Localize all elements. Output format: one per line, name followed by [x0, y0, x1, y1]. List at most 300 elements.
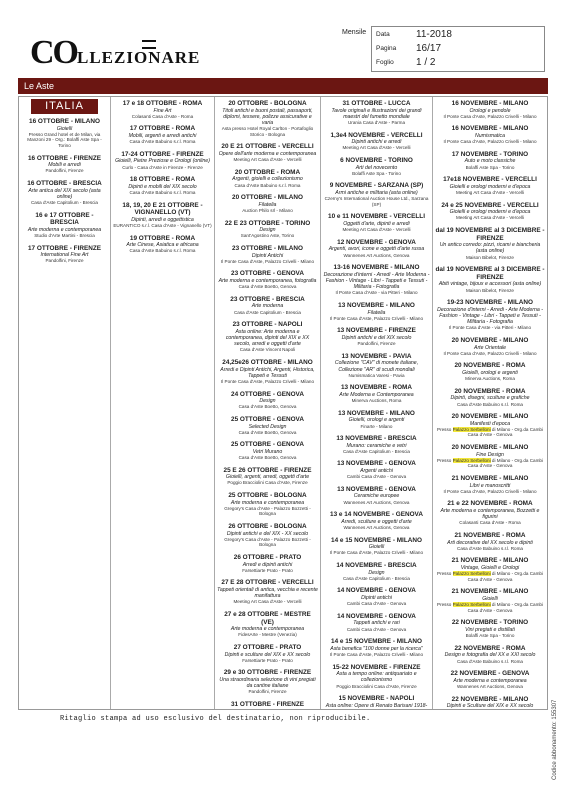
auction-organizer: Casa d'Aste Babuino s.r.l. Roma: [129, 139, 196, 145]
auction-organizer: Casa d'Aste Vincent Napoli: [239, 347, 296, 353]
auction-organizer: Pandolfini, Firenze: [45, 258, 84, 264]
auction-date-location: 6 NOVEMBRE - TORINO: [340, 156, 413, 164]
auction-subject: Gioielli: [368, 544, 385, 551]
auction-entry: [21, 212, 108, 239]
auction-organizer: Casa d'Aste Babuino s.r.l. Roma: [457, 545, 523, 551]
auction-subject: Mobili, argenti e arredi antichi: [128, 132, 197, 139]
auction-entry: [217, 100, 318, 137]
auction-organizer: Il Ponte Casa d'Aste, Palazzo Crivelli - Milano: [329, 652, 424, 658]
meta-value: 16/17: [416, 42, 442, 54]
auction-entry: [323, 353, 430, 379]
auction-subject: Design: [259, 227, 276, 234]
logo-mark-icon: [142, 40, 156, 49]
auction-date-location: 23 OTTOBRE - MILANO: [232, 244, 303, 252]
auction-entry: [21, 245, 108, 264]
auction-date-location: 15 NOVEMBRE - NAPOLI: [338, 695, 415, 703]
organizer-suffix: di Milano - Org.da Cambi Casa d'Aste - Genova: [467, 426, 543, 438]
auction-entry: [435, 388, 545, 407]
auction-entry: [323, 410, 430, 429]
auction-entry: [435, 670, 545, 689]
auction-subject: Argenti, gioielli e collezionismo: [232, 176, 303, 183]
auction-entry: [323, 613, 430, 632]
organizer-suffix: di Milano - Org.da Cambi Casa d'Aste - Genova: [467, 571, 543, 582]
auction-subject: Design e fotografia del XX e XXI secolo: [444, 652, 536, 659]
auction-entry: [435, 100, 545, 119]
auction-subject: Numismatica: [475, 132, 505, 139]
auction-entry: [323, 327, 430, 346]
auction-date-location: 26 OTTOBRE - PRATO: [233, 554, 302, 562]
auction-subject: Dipinti e sculture del XIX e XX secolo: [224, 651, 311, 658]
auction-subject: Design: [368, 569, 385, 576]
auction-entry: [435, 337, 545, 356]
auction-subject: Fine Art: [153, 107, 172, 114]
auction-organizer: Wannenes Art Auctions, Genova: [457, 683, 523, 689]
auction-entry: [217, 391, 318, 410]
auction-subject: Asta benefica "100 donne per la ricerca": [330, 645, 423, 652]
auction-entry: [217, 554, 318, 573]
auction-subject: Oggetti d'arte, dipinti e arredi: [343, 220, 410, 227]
auction-subject: Tappeti orientali di antica, vecchia e recente manifattura: [217, 587, 318, 600]
auction-date-location: 23 OTTOBRE - NAPOLI: [232, 321, 303, 329]
auction-subject: Gioielli, Pietre Preziose e Orologi (online): [115, 158, 210, 165]
highlighted-venue: Palazzo Serbelloni: [452, 571, 491, 577]
auction-subject: Vini pregiati e distillati: [465, 627, 515, 633]
auction-subject: Argenti, avori, icone e oggetti d'arte russa: [328, 246, 425, 253]
auction-listing: [18, 96, 548, 710]
auction-subject: Auto e moto classiche: [464, 158, 516, 165]
auction-organizer: Casa d'Aste Babuino s.r.l. Roma: [129, 248, 196, 254]
auction-entry: [435, 696, 545, 709]
auction-organizer: Presso Grand hotel et de Milan, via Manzoni 29 - Org.: Bolaffi Aste Spa - Torino: [27, 131, 102, 148]
auction-date-location: 18, 19, 20 E 21 OTTOBRE - VIGNANELLO (VT): [122, 201, 203, 217]
organizer-suffix: di Milano - Org.da Cambi Casa d'Aste - Genova: [467, 457, 543, 469]
auction-entry: [217, 611, 318, 638]
auction-entry: [323, 182, 430, 207]
auction-subject: Arte moderna e contemporanea, fotografia: [218, 277, 317, 284]
auction-organizer: Cambi Casa d'Aste - Genova: [346, 601, 407, 607]
logo-rest: LLEZIONARE: [77, 48, 201, 67]
auction-organizer: Wannenes Art Auctions, Genova: [343, 525, 410, 531]
auction-date-location: 16 OTTOBRE - FIRENZE: [27, 154, 102, 162]
auction-organizer: Il Ponte Casa d'Aste, Palazzo Crivelli - Milano: [443, 488, 537, 494]
region-label: ITALIA: [31, 99, 98, 114]
logo-initial: CO: [30, 34, 77, 71]
auction-date-location: 13-16 NOVEMBRE - MILANO: [333, 264, 420, 272]
auction-organizer: [435, 571, 545, 582]
auction-subject: Manifesti d'epoca: [469, 420, 511, 427]
subscription-code: Codice abbonamento: 155307: [552, 699, 558, 780]
auction-date-location: 20 NOVEMBRE - ROMA: [454, 387, 526, 395]
auction-date-location: 17-24 OTTOBRE - FIRENZE: [121, 150, 204, 158]
auction-date-location: 25 E 26 OTTOBRE - FIRENZE: [223, 466, 312, 474]
auction-organizer: Il Ponte Casa d'Aste - via Pitteri - Milano: [335, 290, 418, 296]
auction-subject: Asta online: Arte moderna e contemporanea, dipinti del XIX e XX secolo, arredi e oggetti d'arte: [225, 328, 310, 348]
auction-subject: Selected Design: [248, 423, 287, 430]
auction-subject: Arte moderna e contemporanea: [453, 677, 527, 684]
auction-date-location: 31 OTTOBRE - FIRENZE: [230, 701, 305, 708]
auction-date-location: 22 NOVEMBRE - MILANO: [451, 695, 529, 703]
auction-date-location: 20 NOVEMBRE - MILANO: [451, 336, 529, 344]
auction-organizer: Minerva Auctions, Roma: [465, 376, 515, 382]
auction-entry: [217, 169, 318, 188]
auction-subject: Decorazione d'interni - Arredi - Arte Moderna - Fashion - Vintage - Libri - Tappeti e Tessuti - Militaria - Fotografia: [323, 271, 430, 291]
auction-organizer: Curlo - Casa d'Aste in Firenze - Firenze: [122, 164, 203, 170]
auction-entry: [323, 537, 430, 556]
auction-date-location: 27 OTTOBRE - PRATO: [233, 644, 302, 652]
auction-date-location: 14 NOVEMBRE - BRESCIA: [336, 562, 417, 570]
auction-organizer: Meeting Art Casa d'Aste - Vercelli: [233, 599, 302, 605]
meta-row-sheet: [372, 55, 544, 69]
auction-subject: Dipinti e mobili del XIX secolo: [128, 183, 197, 190]
auction-subject: Gioielli: [482, 596, 498, 603]
auction-subject: Arte Cinese, Asiatica e africana: [126, 242, 199, 249]
auction-entry: [217, 644, 318, 663]
auction-entry: [113, 202, 212, 229]
auction-entry: [435, 619, 545, 638]
auction-organizer: Poggio Bracciolini Casa d'Aste, Firenze: [336, 683, 417, 689]
meta-row-date: [372, 27, 544, 41]
auction-subject: Dipinti e Sculture del XIX e XX secolo: [446, 703, 534, 709]
column-entries: [435, 100, 545, 709]
auction-organizer: Gregory's Casa d'Aste - Palazzo Bozzetti - Bologna: [224, 505, 311, 517]
auction-entry: [323, 638, 430, 657]
auction-entry: [217, 701, 318, 709]
auction-organizer: Meeting Art Casa d'Aste - Vercelli: [455, 215, 525, 221]
auction-date-location: 19 OTTOBRE - ROMA: [129, 234, 196, 242]
auction-entry: [217, 321, 318, 353]
auction-date-location: 20 OTTOBRE - BOLOGNA: [228, 100, 307, 107]
auction-subject: Murano: ceramiche e vetri: [346, 442, 407, 449]
highlighted-venue: Palazzo Serbelloni: [452, 426, 491, 432]
auction-date-location: 21 NOVEMBRE - MILANO: [451, 475, 529, 483]
auction-entry: [113, 100, 212, 119]
auction-entry: [217, 416, 318, 435]
auction-subject: Gioielli e orologi moderni e d'epoca: [449, 183, 531, 190]
auction-entry: [217, 296, 318, 315]
listing-column-1: [19, 97, 111, 709]
auction-date-location: 22 NOVEMBRE - TORINO: [451, 619, 529, 627]
auction-date-location: 13 NOVEMBRE - GENOVA: [337, 460, 416, 468]
auction-subject: Gioielli, orologi e argenti: [348, 417, 405, 424]
auction-entry: [217, 441, 318, 460]
auction-date-location: 17 OTTOBRE - FIRENZE: [27, 244, 102, 252]
auction-organizer: Meeting Art Casa d'Aste - Vercelli: [342, 227, 411, 233]
auction-subject: Fine Design: [476, 451, 504, 458]
auction-organizer: Il Ponte Casa d'Aste, Palazzo Crivelli - Milano: [329, 550, 424, 556]
auction-subject: Una straordinaria selezione di vini pregiati da cantine italiane: [219, 677, 316, 690]
auction-organizer: Casa d'Aste Boetto, Genova: [238, 284, 297, 290]
auction-organizer: [435, 602, 545, 613]
auction-subject: Gioielli e orologi moderni e d'epoca: [449, 209, 531, 216]
auction-subject: Arte moderna e contemporanea: [230, 626, 305, 633]
auction-date-location: 31 OTTOBRE - LUCCA: [342, 100, 411, 107]
auction-subject: Un antico corredo: pizzi, ricami e biancheria (asta online): [439, 242, 541, 255]
auction-date-location: 13 NOVEMBRE - PAVIA: [341, 352, 412, 360]
auction-organizer: Colasanti Casa d'Aste - Roma: [131, 113, 194, 119]
auction-organizer: FidesArte - Mestre (Venezia): [238, 632, 297, 638]
auction-date-location: 13 NOVEMBRE - MILANO: [338, 409, 415, 417]
auction-entry: [217, 669, 318, 695]
auction-subject: Arte moderna e contemporanea: [27, 226, 102, 233]
auction-organizer: Il Ponte Casa d'Aste - via Pitteri - Milano: [448, 325, 532, 331]
auction-entry: [217, 359, 318, 385]
auction-organizer: Maison Bibelot, Firenze: [465, 287, 514, 293]
meta-row-page: [372, 41, 544, 55]
auction-organizer: Casa d'Aste Capitolium - Brescia: [30, 199, 98, 205]
auction-organizer: Bolaffi Aste Spa - Torino: [352, 170, 401, 176]
auction-date-location: 14 NOVEMBRE - GENOVA: [337, 587, 416, 595]
magazine-logo: [30, 34, 200, 72]
auction-subject: Arredi e dipinti antichi: [242, 561, 293, 568]
auction-organizer: Meeting Art Casa d'Aste - Vercelli: [233, 157, 302, 163]
auction-organizer: Casa d'Aste Capitolium - Brescia: [233, 309, 301, 315]
auction-entry: [217, 194, 318, 213]
auction-entry: [435, 475, 545, 494]
auction-subject: Dipinti antichi e del XIX - XX secolo: [226, 530, 309, 537]
auction-date-location: 22 E 23 OTTOBRE - TORINO: [224, 219, 311, 227]
listing-column-4: [321, 97, 433, 709]
auction-date-location: 16 OTTOBRE - MILANO: [29, 118, 100, 125]
auction-entry: [113, 125, 212, 144]
auction-organizer: Il Ponte Casa d'Aste, Palazzo Crivelli - Milano: [443, 139, 537, 145]
auction-entry: [217, 467, 318, 486]
meta-label: Foglio: [376, 58, 394, 66]
auction-organizer: Casa d'Aste Boetto, Genova: [238, 429, 297, 435]
auction-subject: Mobili e arredi: [48, 162, 81, 169]
organizer-prefix: Presso: [437, 571, 453, 577]
auction-organizer: Finarte - Milano: [360, 423, 393, 429]
auction-date-location: 20 OTTOBRE - MILANO: [232, 194, 303, 202]
auction-subject: Tavole originali e illustrazioni dei grandi maestri del fumetto mondiale: [331, 107, 422, 120]
auction-entry: [113, 176, 212, 195]
organizer-prefix: Presso: [437, 457, 453, 463]
auction-entry: [435, 588, 545, 613]
column-entries: [323, 100, 430, 709]
auction-subject: Arti decorative del XX secolo e dipinti: [447, 539, 533, 546]
auction-date-location: 23 OTTOBRE - BRESCIA: [230, 295, 305, 303]
auction-entry: [435, 532, 545, 551]
auction-entry: [435, 151, 545, 170]
auction-organizer: Casa d'Aste Babuino s.r.l. Roma: [457, 658, 523, 664]
auction-subject: Gioielli, argenti, arredi, oggetti d'arte: [225, 474, 310, 481]
auction-organizer: Farsettiarte Prato - Prato: [242, 567, 293, 573]
auction-date-location: 20 E 21 OTTOBRE - VERCELLI: [221, 143, 314, 151]
auction-date-location: 13 NOVEMBRE - MILANO: [338, 301, 415, 309]
auction-entry: [323, 157, 430, 176]
auction-date-location: 1,3e4 NOVEMBRE - VERCELLI: [330, 131, 423, 139]
auction-entry: [323, 100, 430, 126]
auction-date-location: 29 e 30 OTTOBRE - FIRENZE: [223, 669, 312, 677]
auction-organizer: Il Ponte Casa d'Aste, Palazzo Crivelli - Milano: [443, 350, 537, 356]
auction-organizer: Poggio Bracciolini Casa d'Aste, Firenze: [227, 480, 308, 486]
auction-organizer: Pandolfini, Firenze: [45, 168, 84, 174]
auction-date-location: 22 NOVEMBRE - GENOVA: [450, 670, 530, 678]
auction-date-location: 21 NOVEMBRE - MILANO: [451, 557, 529, 565]
auction-organizer: Casa d'Aste Capitolium - Brescia: [342, 448, 410, 454]
auction-subject: Dipinti antichi e del XIX secolo: [341, 334, 412, 341]
auction-date-location: 24 e 25 NOVEMBRE - VERCELLI: [441, 201, 539, 209]
meta-label: Pagina: [376, 44, 397, 52]
auction-date-location: 13 NOVEMBRE - GENOVA: [337, 485, 416, 493]
auction-entry: [323, 695, 430, 709]
auction-date-location: 9 NOVEMBRE - SARZANA (SP): [329, 182, 424, 190]
auction-subject: Tappeti antichi e rari: [353, 620, 400, 627]
auction-date-location: 16 NOVEMBRE - MILANO: [451, 125, 529, 133]
auction-subject: Titoli antichi e buoni postali, passaporti, diplomi, tessere, polizze assicurative e varia: [222, 107, 313, 126]
column-entries: [21, 118, 108, 264]
auction-organizer: Bolaffi Aste Spa - Torino: [465, 164, 515, 170]
auction-organizer: Il Ponte Casa d'Aste, Palazzo Crivelli - Milano: [220, 258, 315, 264]
auction-date-location: dal 19 NOVEMBRE al 3 DICEMBRE - FIRENZE: [435, 266, 545, 281]
auction-date-location: 20 NOVEMBRE - MILANO: [451, 444, 529, 452]
auction-date-location: 17 NOVEMBRE - TORINO: [451, 150, 529, 158]
auction-organizer: Gregory's Casa d'Aste - Palazzo Bozzetti - Bologna: [224, 536, 311, 548]
auction-organizer: Minerva Auctions, Roma: [351, 398, 402, 404]
auction-date-location: 12 NOVEMBRE - GENOVA: [337, 238, 416, 246]
auction-entry: [323, 486, 430, 505]
auction-subject: Armi antiche e militaria (asta online): [335, 189, 418, 196]
auction-entry: [435, 413, 545, 438]
meta-value: 1 / 2: [416, 56, 436, 68]
auction-date-location: 21 NOVEMBRE - ROMA: [454, 532, 526, 540]
auction-date-location: 13 NOVEMBRE - BRESCIA: [336, 435, 417, 443]
auction-subject: Arredi e Dipinti Antichi, Argenti, Historica, Tappeti e Tessuti: [220, 366, 315, 379]
auction-organizer: Studio d'Arte Martini - Brescia: [34, 232, 95, 238]
auction-entry: [323, 384, 430, 403]
auction-subject: Opere dell'arte moderna e contemporanea: [218, 150, 317, 157]
auction-organizer: [435, 458, 545, 469]
auction-subject: Dipinti antichi e arredi: [351, 139, 402, 146]
auction-date-location: 14 e 15 NOVEMBRE - MILANO: [331, 638, 422, 646]
auction-subject: Dipinti, disegni, sculture e grafiche: [450, 395, 530, 402]
auction-date-location: 13 NOVEMBRE - ROMA: [340, 384, 412, 392]
auction-subject: Gioielli, orologi e argenti: [462, 369, 518, 376]
auction-entry: [323, 562, 430, 581]
auction-subject: Arte moderna e contemporanea, Bozzetti e figurini: [440, 508, 540, 521]
auction-organizer: Casa d'Aste Capitolium - Brescia: [342, 575, 410, 581]
auction-organizer: Cambi Casa d'Aste - Genova: [346, 626, 407, 632]
auction-organizer: Il Ponte Casa d'Aste, Palazzo Crivelli - Milano: [329, 315, 424, 321]
auction-subject: Arte moderna: [251, 303, 284, 310]
auction-entry: [435, 500, 545, 526]
auction-organizer: Urania Casa d'Aste - Parma: [347, 120, 406, 125]
auction-organizer: Farsettiarte Prato - Prato: [242, 657, 293, 663]
auction-date-location: 16 OTTOBRE - BRESCIA: [27, 179, 102, 187]
auction-date-location: 25 OTTOBRE - GENOVA: [231, 441, 304, 449]
auction-date-location: 17 e 18 OTTOBRE - ROMA: [122, 100, 203, 107]
auction-date-location: 21 e 22 NOVEMBRE - ROMA: [447, 500, 533, 508]
auction-entry: [217, 220, 318, 239]
auction-entry: [323, 435, 430, 454]
auction-subject: Vintage, Gioielli e Orologi: [460, 565, 520, 572]
auction-date-location: 10 e 11 NOVEMBRE - VERCELLI: [328, 213, 425, 221]
auction-entry: [435, 176, 545, 195]
auction-subject: Orologi e pendole: [469, 107, 511, 114]
auction-entry: [435, 645, 545, 664]
auction-organizer: Numismatica Varesi - Pavia: [348, 372, 405, 378]
organizer-prefix: Presso: [437, 602, 453, 608]
auction-date-location: 16 e 17 OTTOBRE - BRESCIA: [35, 211, 94, 227]
auction-subject: Asta online: Opere di Renato Barisani 1918-: [325, 702, 428, 709]
auction-date-location: 13 e 14 NOVEMBRE - GENOVA: [330, 511, 423, 519]
auction-entry: [21, 180, 108, 206]
auction-date-location: dal 19 NOVEMBRE al 3 DICEMBRE - FIRENZE: [435, 226, 545, 242]
auction-date-location: 27 e 28 OTTOBRE - MESTRE (VE): [224, 611, 311, 626]
auction-date-location: 18 OTTOBRE - ROMA: [129, 176, 196, 184]
auction-organizer: Auction Philo srl - Milano: [242, 207, 293, 213]
auction-subject: Asta a tempo online: antiquariato e collezionismo: [336, 671, 417, 684]
clipping-meta-box: [371, 26, 545, 72]
auction-entry: [323, 587, 430, 606]
auction-entry: [435, 125, 545, 144]
auction-organizer: Casa d'Aste Boetto, Genova: [238, 455, 297, 461]
auction-organizer: EURANTICO s.r.l. Casa d'Aste - Vignanello (VT): [113, 222, 212, 228]
auction-date-location: 17e18 NOVEMBRE - VERCELLI: [443, 176, 537, 184]
auction-entry: [435, 557, 545, 582]
auction-date-location: 21 NOVEMBRE - MILANO: [451, 588, 529, 596]
auction-entry: [21, 118, 108, 149]
auction-date-location: 13 NOVEMBRE - FIRENZE: [337, 327, 416, 335]
auction-entry: [323, 511, 430, 530]
auction-entry: [113, 151, 212, 170]
auction-date-location: 20 OTTOBRE - ROMA: [234, 168, 301, 176]
auction-date-location: 20 NOVEMBRE - ROMA: [454, 362, 526, 370]
auction-organizer: Maison Bibelot, Firenze: [465, 254, 514, 260]
auction-entry: [21, 155, 108, 174]
footer-notice: Ritaglio stampa ad uso esclusivo del destinatario, non riproducibile.: [60, 715, 371, 723]
auction-entry: [217, 579, 318, 605]
auction-subject: Arte Orientale: [473, 344, 506, 351]
auction-subject: Decorazione d'interni - Arredi - Arte Moderna - Fashion - Vintage - Libri - Tappeti e Tessuti - Militaria - Fotografia: [437, 306, 543, 326]
auction-entry: [323, 239, 430, 258]
auction-date-location: 24,25e26 OTTOBRE - MILANO: [222, 358, 313, 366]
auction-date-location: 15-22 NOVEMBRE - FIRENZE: [332, 663, 421, 671]
auction-date-location: 14 e 15 NOVEMBRE - MILANO: [331, 536, 422, 544]
auction-date-location: 14 NOVEMBRE - GENOVA: [337, 612, 416, 620]
auction-organizer: Bolaffi Aste Spa - Torino: [465, 633, 515, 639]
auction-entry: [217, 245, 318, 264]
auction-date-location: 27 E 28 OTTOBRE - VERCELLI: [221, 579, 314, 587]
auction-date-location: 20 NOVEMBRE - MILANO: [451, 413, 529, 421]
auction-subject: Filatelia: [258, 201, 277, 208]
auction-entry: [323, 664, 430, 690]
auction-entry: [435, 266, 545, 293]
auction-subject: Design: [259, 398, 276, 405]
listing-column-5: [433, 97, 547, 709]
auction-organizer: Il Ponte Casa d'Aste, Palazzo Crivelli - Milano: [220, 378, 315, 384]
auction-date-location: 22 NOVEMBRE - ROMA: [454, 644, 526, 652]
auction-organizer: Colasanti Casa d'Aste - Roma: [459, 520, 521, 526]
auction-date-location: 26 OTTOBRE - BOLOGNA: [228, 523, 307, 531]
auction-organizer: Casa d'Aste Babuino s.r.l. Roma: [129, 189, 196, 195]
listing-column-3: [215, 97, 321, 709]
auction-entry: [323, 213, 430, 232]
auction-subject: Collezione "CAV" di monete italiane, Collezione "AR" di scudi mondiali: [334, 360, 419, 373]
section-title: Le Aste: [18, 78, 548, 94]
auction-entry: [217, 270, 318, 289]
highlighted-venue: Palazzo Serbelloni: [452, 602, 491, 608]
frequency-label: Mensile: [342, 29, 367, 36]
highlighted-venue: Palazzo Serbelloni: [452, 457, 491, 463]
auction-entry: [323, 460, 430, 479]
meta-value: 11-2018: [416, 28, 452, 40]
meta-label: Data: [376, 30, 390, 38]
auction-subject: Gioielli: [56, 125, 73, 132]
column-entries: [217, 100, 318, 709]
organizer-prefix: Presso: [437, 426, 453, 432]
auction-subject: Ceramiche europee: [353, 493, 400, 500]
auction-date-location: 19-23 NOVEMBRE - MILANO: [447, 299, 533, 307]
